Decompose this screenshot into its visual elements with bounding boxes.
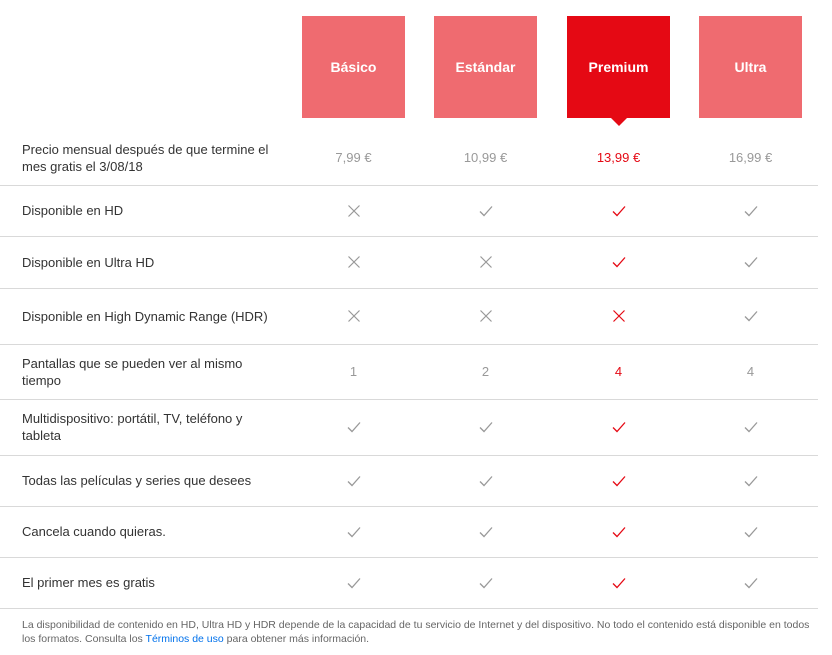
table-cell xyxy=(567,185,670,236)
x-icon xyxy=(347,204,361,218)
table-cell xyxy=(699,288,802,344)
table-row xyxy=(0,185,818,237)
table-cell xyxy=(699,557,802,608)
table-cell xyxy=(567,557,670,608)
check-icon xyxy=(347,474,361,488)
check-icon xyxy=(347,576,361,590)
check-icon xyxy=(612,420,626,434)
table-cell xyxy=(699,455,802,506)
table-cell xyxy=(567,455,670,506)
check-icon xyxy=(347,420,361,434)
table-cell xyxy=(302,236,405,288)
table-cell-value: 1 xyxy=(349,364,358,379)
plan-name: Premium xyxy=(588,59,649,75)
table-row xyxy=(0,506,818,558)
feature-label: Cancela cuando quieras. xyxy=(22,524,166,539)
table-cell xyxy=(434,288,537,344)
x-icon xyxy=(347,255,361,269)
table-cell xyxy=(567,399,670,455)
check-icon xyxy=(612,525,626,539)
check-icon xyxy=(744,309,758,323)
table-cell xyxy=(302,557,405,608)
table-cell xyxy=(567,236,670,288)
x-icon xyxy=(347,309,361,323)
plan-name: Ultra xyxy=(734,59,767,75)
feature-label: Precio mensual después de que termine el mes gratis el 3/08/18 xyxy=(22,141,269,174)
disclaimer-text: La disponibilidad de contenido en HD, Ultra HD y HDR depende de la capacidad de tu servicio de Internet y del dispositivo. No todo el contenido está disponible en todos los formatos. Consulta los xyxy=(22,619,810,645)
disclaimer xyxy=(22,618,812,646)
table-cell xyxy=(302,399,405,455)
table-cell-value: 13,99 € xyxy=(596,150,641,165)
table-cell xyxy=(699,506,802,557)
table-cell xyxy=(434,557,537,608)
table-cell-value: 4 xyxy=(746,364,755,379)
table-cell xyxy=(434,185,537,236)
table-cell xyxy=(699,236,802,288)
check-icon xyxy=(479,420,493,434)
table-cell xyxy=(434,399,537,455)
check-icon xyxy=(744,204,758,218)
feature-label: Disponible en Ultra HD xyxy=(22,254,155,270)
check-icon xyxy=(612,255,626,269)
table-cell xyxy=(567,288,670,344)
disclaimer-text-end: para obtener más información. xyxy=(223,633,370,645)
plan-basico-button[interactable] xyxy=(302,16,405,118)
terms-of-use-link[interactable]: Términos de uso xyxy=(145,633,224,645)
table-cell xyxy=(699,399,802,455)
x-icon xyxy=(612,309,626,323)
table-cell xyxy=(302,288,405,344)
x-icon xyxy=(479,309,493,323)
plan-ultra-button[interactable] xyxy=(699,16,802,118)
check-icon xyxy=(612,204,626,218)
table-row xyxy=(0,455,818,507)
table-cell xyxy=(567,506,670,557)
table-cell xyxy=(302,506,405,557)
table-row xyxy=(0,288,818,345)
table-row xyxy=(0,130,818,186)
check-icon xyxy=(744,525,758,539)
feature-label: Disponible en HD xyxy=(22,203,124,218)
table-cell xyxy=(434,506,537,557)
plan-premium-button[interactable] xyxy=(567,16,670,118)
plan-name: Básico xyxy=(330,59,377,75)
table-row xyxy=(0,399,818,456)
table-cell xyxy=(699,185,802,236)
plan-selector xyxy=(0,16,832,126)
check-icon xyxy=(347,525,361,539)
check-icon xyxy=(479,576,493,590)
plan-name: Estándar xyxy=(455,59,516,75)
check-icon xyxy=(612,576,626,590)
feature-label: Todas las películas y series que desees xyxy=(22,473,252,488)
x-icon xyxy=(479,255,493,269)
check-icon xyxy=(744,474,758,488)
feature-label: Pantallas que se pueden ver al mismo tiempo xyxy=(22,355,243,388)
check-icon xyxy=(479,204,493,218)
check-icon xyxy=(612,474,626,488)
check-icon xyxy=(744,420,758,434)
table-row xyxy=(0,557,818,609)
table-cell xyxy=(434,455,537,506)
table-cell xyxy=(302,185,405,236)
feature-label: Disponible en High Dynamic Range (HDR) xyxy=(22,308,268,324)
table-row xyxy=(0,236,818,289)
feature-label: El primer mes es gratis xyxy=(22,575,155,590)
table-row xyxy=(0,344,818,400)
plan-estandar-button[interactable] xyxy=(434,16,537,118)
check-icon xyxy=(479,525,493,539)
table-cell xyxy=(302,455,405,506)
table-cell-value: 16,99 € xyxy=(728,150,773,165)
check-icon xyxy=(744,255,758,269)
check-icon xyxy=(744,576,758,590)
table-cell-value: 4 xyxy=(614,364,623,379)
table-cell xyxy=(434,236,537,288)
feature-label: Multidispositivo: portátil, TV, teléfono y tableta xyxy=(22,411,243,443)
check-icon xyxy=(479,474,493,488)
table-cell-value: 7,99 € xyxy=(335,150,372,165)
table-cell-value: 2 xyxy=(481,364,490,379)
table-cell-value: 10,99 € xyxy=(463,150,508,165)
